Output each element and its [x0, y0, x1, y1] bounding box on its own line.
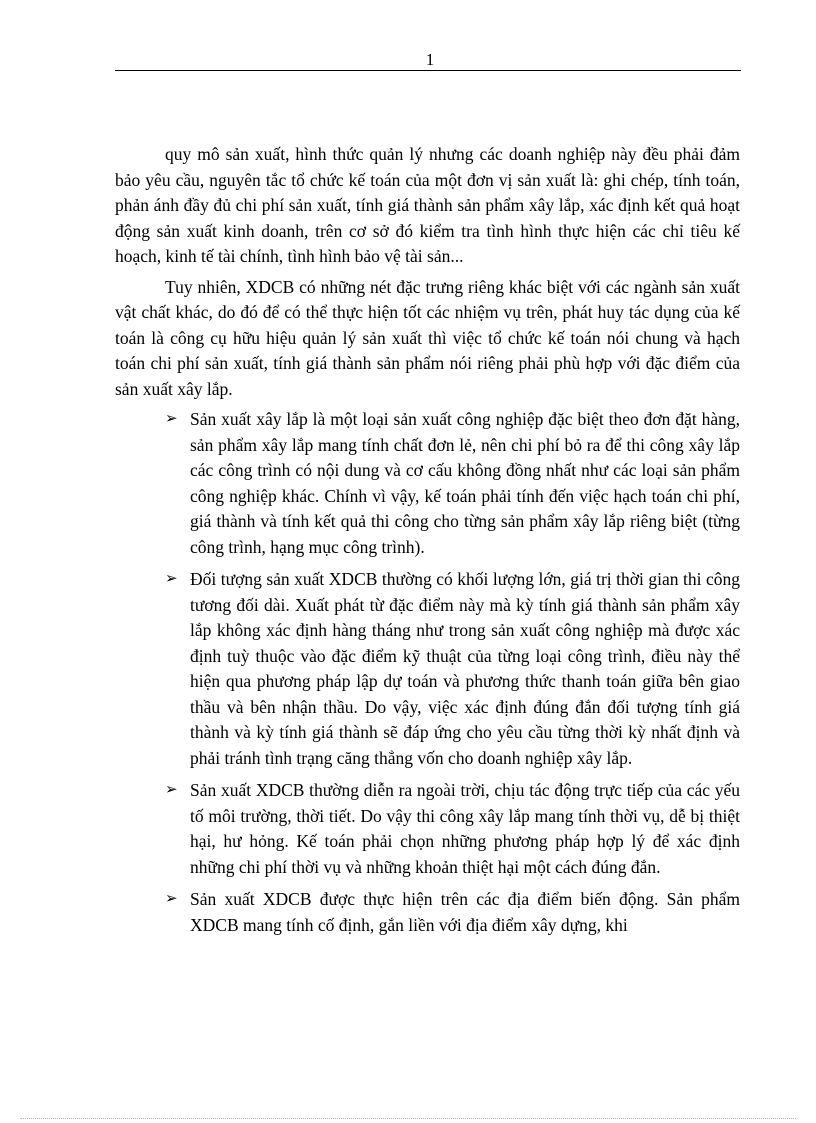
list-item-text: Sản xuất XDCB thường diễn ra ngoài trời, chịu tác động trực tiếp của các yếu tố môi trường, thời tiết. Do vậy thi công xây lắp mang tính thời vụ, dễ bị thiệt hại, hư hỏng. Kế toán phải chọn những phương pháp hợp lý để xác định những chi phí thời vụ và những khoản thiệt hại một cách đúng đắn.: [190, 780, 740, 877]
arrowhead-bullet-icon: ➢: [165, 782, 178, 798]
arrowhead-bullet-icon: ➢: [165, 571, 178, 587]
list-item: [115, 567, 740, 771]
list-item-text: Sản xuất XDCB được thực hiện trên các địa điểm biến động. Sản phẩm XDCB mang tính cố định, gắn liền với địa điểm xây dựng, khi: [190, 889, 740, 935]
page-bottom-border: [20, 1118, 796, 1119]
paragraph: Tuy nhiên, XDCB có những nét đặc trưng riêng khác biệt với các ngành sản xuất vật chất khác, do đó để có thể thực hiện tốt các nhiệm vụ trên, phát huy tác dụng của kế toán là công cụ hữu hiệu quản lý sản xuất thì việc tổ chức kế toán nói chung và hạch toán chi phí sản xuất, tính giá thành sản phẩm nói riêng phải phù hợp với đặc điểm của sản xuất xây lắp.: [115, 276, 740, 399]
list-item: [115, 887, 740, 938]
list-item-text: Sản xuất xây lắp là một loại sản xuất công nghiệp đặc biệt theo đơn đặt hàng, sản phẩm xây lắp mang tính chất đơn lẻ, nên chi phí bỏ ra để thi công xây lắp các công trình có nội dung và cơ cấu không đồng nhất như các loại sản phẩm công nghiệp khác. Chính vì vậy, kế toán phải tính đến việc hạch toán chi phí, giá thành và tính kết quả thi công cho từng sản phẩm xây lắp riêng biệt (từng công trình, hạng mục công trình).: [190, 409, 740, 557]
page-number: 1: [425, 50, 435, 69]
header-rule: [115, 70, 741, 71]
list-item: [115, 778, 740, 880]
paragraph: quy mô sản xuất, hình thức quản lý nhưng các doanh nghiệp này đều phải đảm bảo yêu cầu, nguyên tắc tổ chức kế toán của một đơn vị sản xuất là: ghi chép, tính toán, phản ánh đầy đủ chi phí sản xuất, tính giá thành sản phẩm xây lắp, xác định kết quả hoạt động sản xuất kinh doanh, trên cơ sở đó kiểm tra tình hình thực hiện các chỉ tiêu kế hoạch, kinh tế tài chính, tình hình bảo vệ tài sản...: [115, 144, 740, 266]
list-item: [115, 407, 740, 560]
arrowhead-bullet-icon: ➢: [165, 411, 178, 427]
body-text: [115, 142, 740, 945]
arrowhead-bullet-icon: ➢: [165, 891, 178, 907]
bullet-list: [115, 407, 740, 938]
list-item-text: Đối tượng sản xuất XDCB thường có khối lượng lớn, giá trị thời gian thi công tương đối dài. Xuất phát từ đặc điểm này mà kỳ tính giá thành sản phẩm xây lắp không xác định hàng tháng như trong sản xuất công nghiệp mà được xác định tuỳ thuộc vào đặc điểm kỹ thuật của từng loại công trình, điều này thể hiện qua phương pháp lập dự toán và phương thức thanh toán giữa bên giao thầu và bên nhận thầu. Do vậy, việc xác định đúng đắn đối tượng tính giá thành và kỳ tính giá thành sẽ đáp ứng cho yêu cầu từng thời kỳ nhất định và phải tránh tình trạng căng thẳng vốn cho doanh nghiệp xây lắp.: [190, 569, 740, 768]
